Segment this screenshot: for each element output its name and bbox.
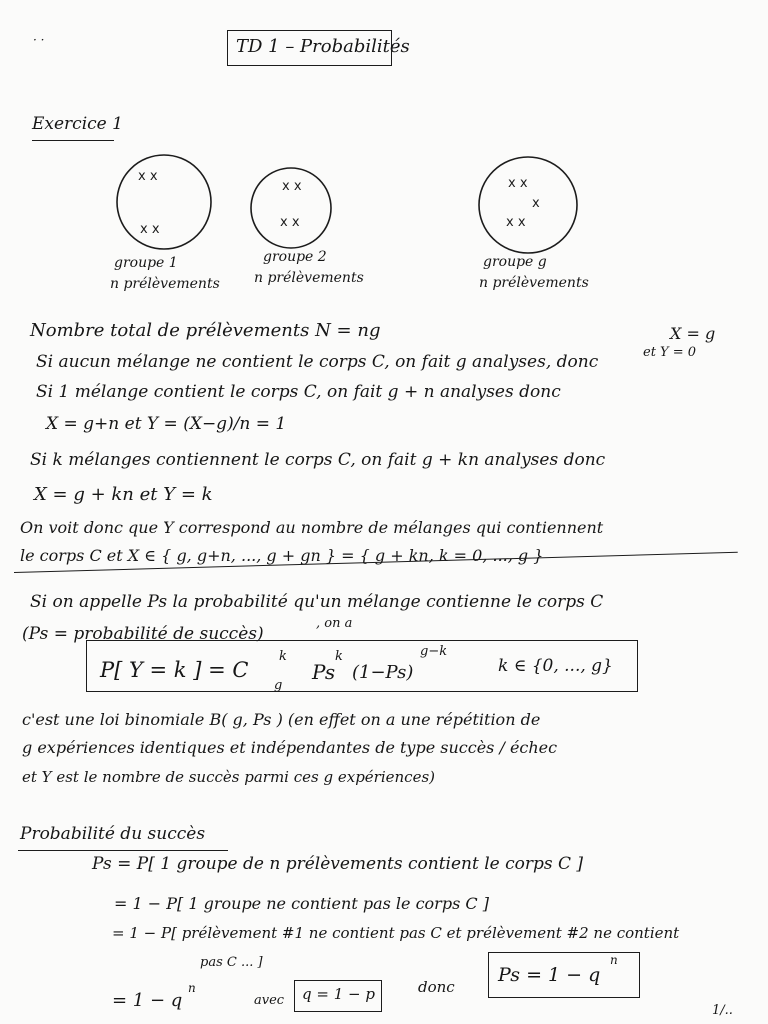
group-2-sub: n prélèvements [254, 270, 364, 286]
group-1-sub: n prélèvements [110, 276, 220, 292]
sample-mark: x [532, 196, 540, 211]
group-1-label: groupe 1 [114, 255, 178, 271]
section-heading: Probabilité du succès [20, 824, 206, 844]
line-no-mix-x: X = g [670, 324, 716, 343]
binomial-formula-tail: (1−Ps) [352, 662, 414, 683]
sample-mark: x x [282, 179, 302, 194]
sample-mark: x x [508, 176, 528, 191]
ps-line-4-avec: avec [254, 993, 285, 1008]
page-number: 1/.. [712, 1003, 733, 1018]
binomial-formula-k-sup: k [279, 649, 287, 664]
q-definition: q = 1 − p [302, 985, 375, 1003]
donc-text: donc [418, 978, 455, 996]
line-total: Nombre total de prélèvements N = ng [30, 320, 381, 341]
exercise-heading: Exercice 1 [32, 114, 123, 134]
sample-mark: x x [140, 222, 160, 237]
page-title: TD 1 – Probabilités [236, 36, 410, 57]
group-1-circle [117, 155, 211, 249]
section-underline [18, 850, 228, 851]
line-k-mix-values: X = g + kn et Y = k [34, 484, 213, 505]
line-one-mix: Si 1 mélange contient le corps C, on fait g + n analyses donc [36, 382, 561, 402]
line-binomial: c'est une loi binomiale B( g, Ps ) (en effet on a une répétition de [22, 710, 541, 729]
ps-line-1: Ps = P[ 1 groupe de n prélèvements contient le corps C ] [92, 854, 584, 874]
ps-result: Ps = 1 − q [498, 964, 601, 986]
binomial-formula-gk-sup: g−k [420, 644, 448, 659]
sample-mark: x x [506, 215, 526, 230]
ps-line-4: = 1 − q [112, 990, 183, 1011]
line-one-mix-values: X = g+n et Y = (X−g)/n = 1 [46, 414, 287, 434]
line-experiences: g expériences identiques et indépendantes de type succès / échec [22, 738, 558, 757]
group-g-sub: n prélèvements [479, 275, 589, 291]
binomial-formula-range: k ∈ {0, ..., g} [498, 656, 613, 676]
group-g-circle [479, 157, 577, 253]
line-conclusion-set: le corps C et X ∈ { g, g+n, ..., g + gn } = { g + kn, k = 0, ..., g } [20, 546, 544, 565]
ps-result-exp: n [610, 953, 618, 967]
line-no-mix-y: et Y = 0 [643, 345, 697, 360]
line-k-mix: Si k mélanges contiennent le corps C, on fait g + kn analyses donc [30, 450, 606, 470]
group-2-label: groupe 2 [263, 249, 327, 265]
stray-marks: · · [33, 33, 45, 47]
binomial-formula-ps: Ps [312, 660, 336, 684]
line-no-mix: Si aucun mélange ne contient le corps C, on fait g analyses, donc [36, 352, 599, 372]
binomial-formula-g-sub: g [274, 678, 283, 693]
groups-diagram [0, 0, 768, 320]
line-ps-success: (Ps = probabilité de succès) [22, 624, 264, 644]
line-ps-on-a: , on a [316, 616, 353, 631]
ps-line-4-exp: n [188, 981, 196, 995]
line-successes: et Y est le nombre de succès parmi ces g expériences) [22, 768, 436, 786]
ps-line-3: = 1 − P[ prélèvement #1 ne contient pas C et prélèvement #2 ne contient [112, 924, 680, 942]
ps-line-2: = 1 − P[ 1 groupe ne contient pas le corps C ] [114, 894, 489, 913]
group-g-label: groupe g [483, 254, 547, 270]
ps-line-3b: pas C ... ] [200, 955, 263, 970]
sample-mark: x x [280, 215, 300, 230]
sample-mark: x x [138, 169, 158, 184]
binomial-formula-lhs: P[ Y = k ] = C [100, 658, 249, 682]
line-ps-def: Si on appelle Ps la probabilité qu'un mélange contienne le corps C [30, 592, 604, 612]
binomial-formula-k2-sup: k [335, 649, 343, 664]
line-conclusion: On voit donc que Y correspond au nombre de mélanges qui contiennent [20, 518, 604, 537]
